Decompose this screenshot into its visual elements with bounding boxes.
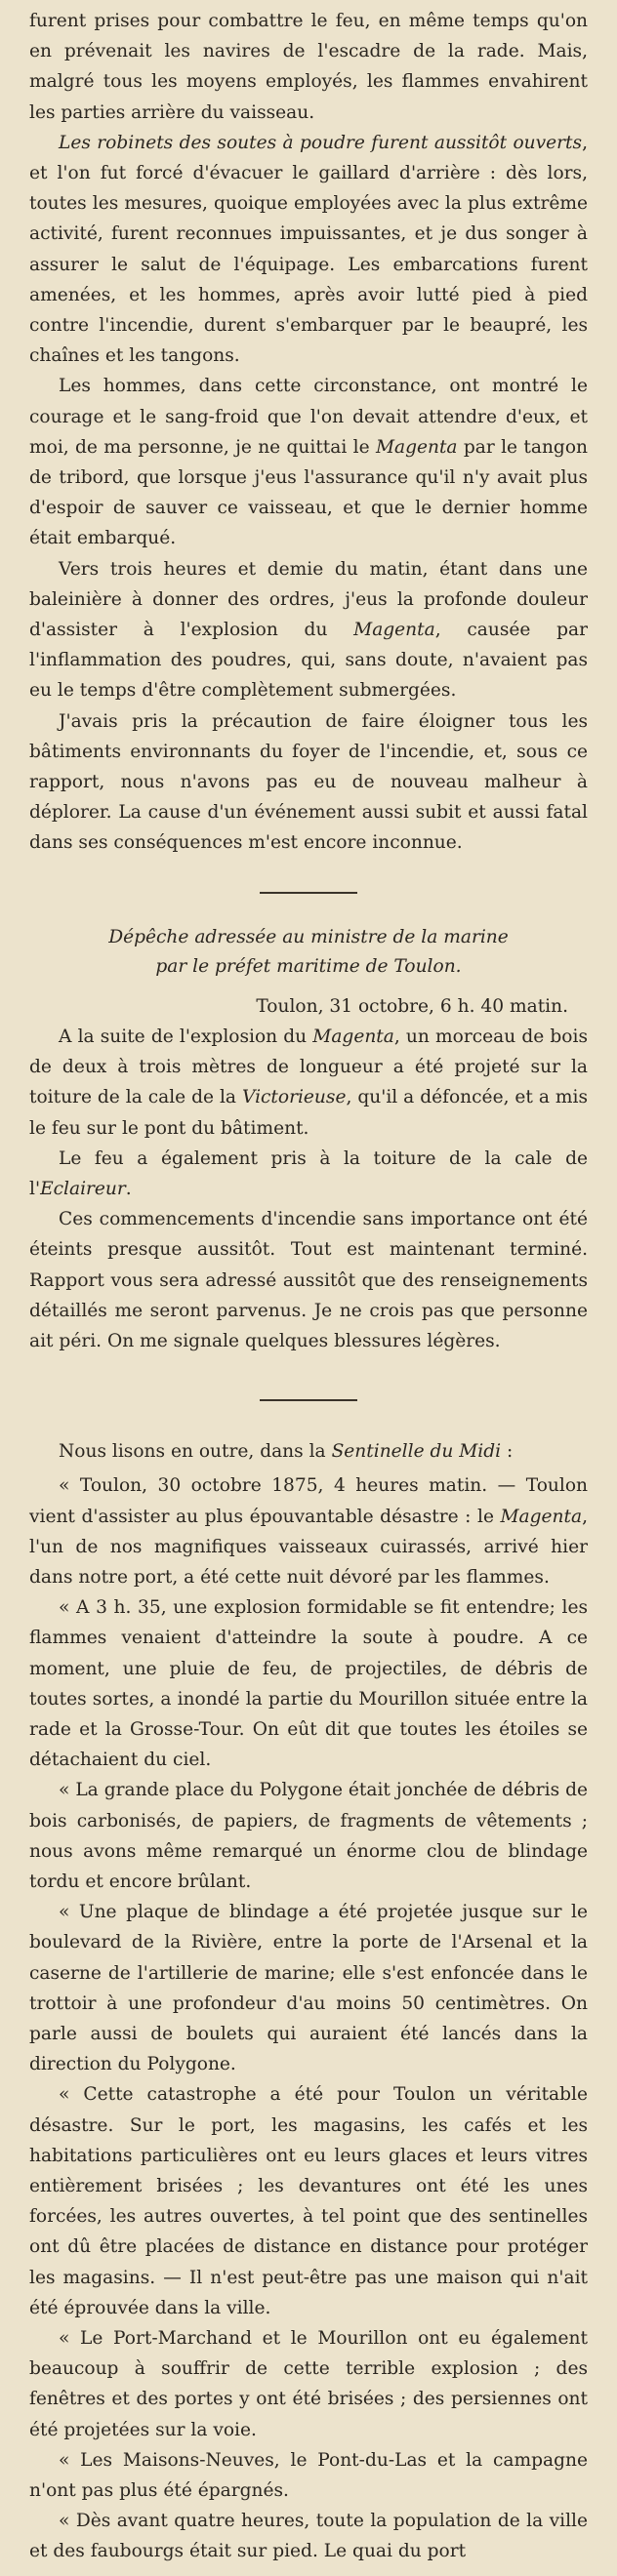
- section-intro: Nous lisons en outre, dans la Sentinelle du Midi :: [59, 1441, 514, 1463]
- article-column: [29, 6, 588, 2567]
- section-divider: [260, 892, 357, 894]
- paragraph: J'avais pris la précaution de faire éloigner tous les bâtiments environnants du foyer de l'incendie, et, sous ce rapport, nous n'avons pas eu de nouveau malheur à déplorer. La cause d'un événement aussi subit et aussi fatal dans ses conséquences m'est encore inconnue.: [29, 710, 588, 854]
- paragraph: Les hommes, dans cette circonstance, ont montré le courage et le sang-froid que l'on devait attendre d'eux, et moi, de ma personne, je ne quittai le Magenta par le tangon de tribord, que lorsque j'eus l'assurance qu'il n'y avait plus d'espoir de sauver ce vaisseau, et que le dernier homme était embarqué.: [29, 376, 588, 549]
- paragraph: Vers trois heures et demie du matin, étant dans une baleinière à donner des ordres, j'eus la profonde douleur d'assister à l'explosion du Magenta, causée par l'inflammation des poudres, qui, sans doute, n'avaient pas eu le temps d'être complètement submergées.: [29, 558, 588, 702]
- paragraph: « Le Port-Marchand et le Mourillon ont eu également beaucoup à souffrir de cette terrible explosion ; des fenêtres et des portes y ont été brisées ; des persiennes ont été projetées sur la voie.: [29, 2328, 588, 2440]
- paragraph: Les robinets des soutes à poudre furent aussitôt ouverts, et l'on fut forcé d'évacuer le gaillard d'arrière : dès lors, toutes les mesures, quoique employées avec la plus extrême activité, furent reconnues impuissantes, et je dus songer à assurer le salut de l'équipage. Les embarcations furent amenées, et les hommes, après avoir lutté pied à pied contre l'incendie, durent s'embarquer par le beaupré, les chaînes et les tangons.: [29, 132, 588, 367]
- dispatch-title: Dépêche adressée au ministre de la marine: [108, 926, 509, 947]
- paragraph: « Une plaque de blindage a été projetée jusque sur le boulevard de la Rivière, entre la porte de l'Arsenal et la caserne de l'artillerie de marine; elle s'est enfoncée dans le trottoir à une profondeur d'au moins 50 centimètres. On parle aussi de boulets qui auraient été lancés dans la direction du Polygone.: [29, 1902, 588, 2075]
- report-section: [29, 6, 588, 859]
- paragraph: « La grande place du Polygone était jonchée de débris de bois carbonisés, de papiers, de fragments de vêtements ; nous avons même remarqué un énorme clou de blindage tordu et encore brûlant.: [29, 1780, 588, 1892]
- paragraph: « Toulon, 30 octobre 1875, 4 heures matin. — Toulon vient d'assister au plus épouvantable désastre : le Magenta, l'un de nos magnifiques vaisseaux cuirassés, arrivé hier dans notre port, a été cette nuit dévoré par les flammes.: [29, 1475, 588, 1588]
- paragraph: « Les Maisons-Neuves, le Pont-du-Las et la campagne n'ont pas plus été épargnés.: [29, 2449, 588, 2502]
- dispatch-section: [29, 923, 588, 1356]
- section-divider: [260, 1399, 357, 1401]
- paragraph: « Cette catastrophe a été pour Toulon un véritable désastre. Sur le port, les magasins, les cafés et les habitations particulières ont eu leurs glaces et leurs vitres entièrement brisées ; les devantures ont été les unes forcées, les autres ouvertes, à tel point que des sentinelles ont dû être placées de distance en distance pour protéger les magasins. — Il n'est peut-être pas une maison qui n'ait été éprouvée dans la ville.: [29, 2084, 588, 2318]
- paragraph: furent prises pour combattre le feu, en même temps qu'on en prévenait les navires de l'escadre de la rade. Mais, malgré tous les moyens employés, les flammes envahirent les parties arrière du vaisseau.: [29, 11, 588, 123]
- paragraph: Ces commencements d'incendie sans importance ont été éteints presque aussitôt. Tout est maintenant terminé. Rapport vous sera adressé aussitôt que des renseignements détaillés me seront parvenus. Je ne crois pas que personne ait péri. On me signale quelques blessures légères.: [29, 1209, 588, 1351]
- paragraph: « Dès avant quatre heures, toute la population de la ville et des faubourgs était sur pied. Le quai du port: [29, 2511, 588, 2562]
- paragraph: A la suite de l'explosion du Magenta, un morceau de bois de deux à trois mètres de longueur a été projeté sur la toiture de la cale de la Victorieuse, qu'il a défoncée, et a mis le feu sur le pont du bâtiment.: [29, 1026, 588, 1139]
- paragraph: Le feu a également pris à la toiture de la cale de l'Eclaireur.: [29, 1147, 588, 1199]
- sentinelle-section: [29, 1436, 588, 2567]
- dispatch-title-line-2: par le préfet maritime de Toulon.: [155, 955, 462, 977]
- paragraph: « A 3 h. 35, une explosion formidable se fit entendre; les flammes venaient d'atteindre la soute à poudre. A ce moment, une pluie de feu, de projectiles, de débris de toutes sortes, a inondé la partie du Mourillon située entre la rade et la Grosse-Tour. On eût dit que toutes les étoiles se détachaient du ciel.: [29, 1597, 588, 1771]
- dispatch-dateline: Toulon, 31 octobre, 6 h. 40 matin.: [256, 995, 568, 1017]
